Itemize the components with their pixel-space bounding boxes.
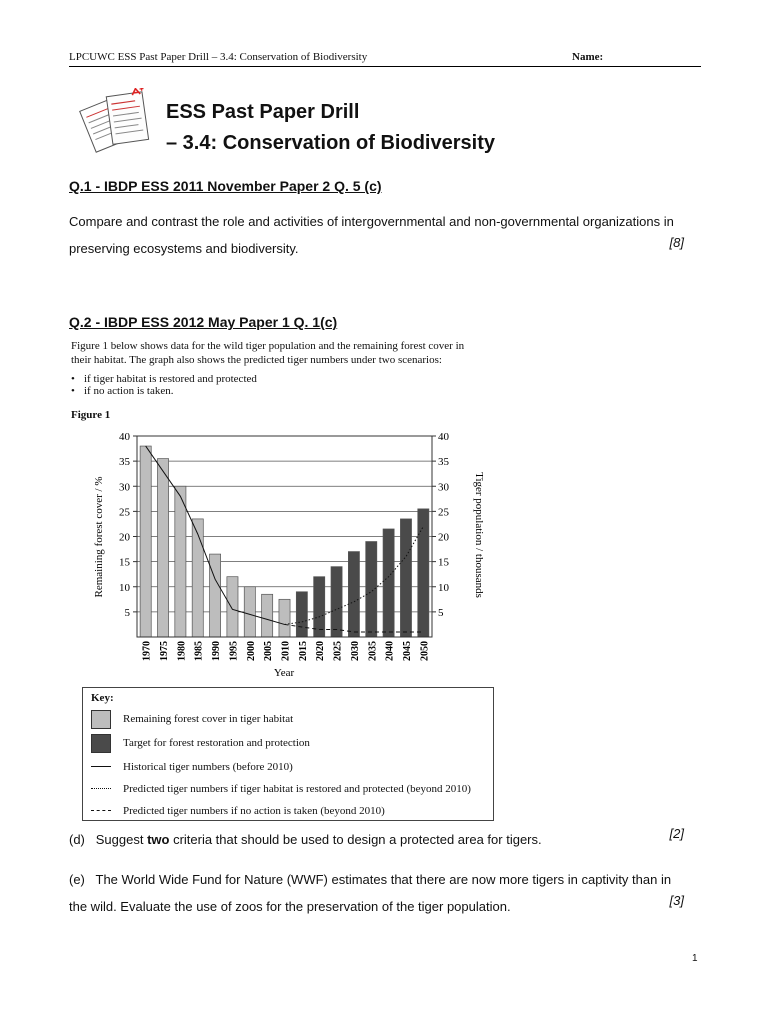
- question-d: [69, 826, 684, 853]
- x-tick-label: 2030: [349, 641, 361, 661]
- y-tick-label: 25: [119, 506, 130, 519]
- target-forest-bar: [366, 542, 377, 637]
- document-title-line2: – 3.4: Conservation of Biodiversity: [166, 132, 495, 154]
- scenario-2-text: if no action is taken.: [84, 385, 174, 397]
- document-title-line1: ESS Past Paper Drill: [166, 101, 360, 123]
- key-label: Predicted tiger numbers if tiger habitat is restored and protected (beyond 2010): [123, 783, 471, 795]
- chart-bars: [140, 446, 429, 637]
- forest-cover-bar: [227, 577, 238, 637]
- x-tick-label: 1975: [159, 641, 171, 661]
- figure-intro-line2: their habitat. The graph also shows the predicted tiger numbers under two scenarios:: [71, 354, 442, 366]
- x-tick-label: 2015: [297, 641, 309, 661]
- forest-cover-bar: [262, 594, 273, 637]
- x-tick-label: 2010: [280, 641, 292, 661]
- tiger-forest-chart: [0, 422, 768, 682]
- forest-cover-bar: [140, 446, 151, 637]
- y2-tick-label: 30: [438, 481, 449, 494]
- chart-key: [82, 687, 494, 821]
- y2-tick-label: 25: [438, 506, 449, 519]
- question-d-text-pre: Suggest: [95, 832, 148, 847]
- x-tick-label: 2040: [384, 641, 396, 661]
- name-label: Name:: [572, 51, 604, 63]
- forest-cover-bar: [244, 587, 255, 637]
- y-tick-label: 35: [119, 456, 130, 469]
- forest-cover-bar: [192, 519, 203, 637]
- target-forest-bar: [331, 567, 342, 637]
- x-tick-label: 2020: [315, 641, 327, 661]
- target-forest-bar: [383, 529, 394, 637]
- question-d-bold: two: [147, 832, 170, 847]
- dark-grey-swatch: [91, 734, 111, 753]
- q1-heading: [69, 178, 382, 194]
- q2-heading-text: Q.2 - IBDP ESS 2012 May Paper 1 Q. 1(c): [69, 314, 338, 330]
- y2-tick-label: 10: [438, 581, 449, 594]
- question-d-label: (d): [69, 832, 85, 847]
- exam-paper-icon: [78, 88, 162, 154]
- q1-heading-text: Q.1 - IBDP ESS 2011 November Paper 2 Q. 5 (c): [69, 178, 382, 194]
- x-tick-label: 2025: [332, 641, 344, 661]
- y2-tick-label: 40: [438, 431, 449, 443]
- q1-marks: [8]: [669, 235, 684, 250]
- q1-text: Compare and contrast the role and activities of intergovernmental and non-governmental organizations in preserving ecosystems and biodiversity.: [69, 214, 674, 256]
- header-rule: [69, 66, 701, 67]
- y-tick-label: 30: [119, 481, 130, 494]
- figure-label: Figure 1: [71, 409, 111, 421]
- scenario-1-text: if tiger habitat is restored and protected: [84, 373, 257, 385]
- x-tick-label: 2000: [245, 641, 257, 661]
- header-title: LPCUWC ESS Past Paper Drill – 3.4: Conservation of Biodiversity: [69, 51, 368, 63]
- y-tick-label: 20: [119, 531, 130, 544]
- x-tick-label: 1985: [193, 641, 205, 661]
- q2-heading: [69, 314, 337, 330]
- forest-cover-bar: [157, 459, 168, 637]
- scenario-bullet-2: [71, 385, 174, 397]
- x-tick-label: 2005: [263, 641, 275, 661]
- y2-tick-label: 20: [438, 531, 449, 544]
- y2-axis-label: Tiger population / thousands: [473, 472, 485, 598]
- question-e-marks: [3]: [669, 893, 684, 908]
- question-d-text-post: criteria that should be used to design a protected area for tigers.: [169, 832, 542, 847]
- y-tick-label: 10: [119, 581, 130, 594]
- key-label: Historical tiger numbers (before 2010): [123, 761, 293, 773]
- y-axis-label: Remaining forest cover / %: [93, 476, 105, 598]
- page-header: [69, 51, 701, 67]
- x-tick-label: 1970: [141, 641, 153, 661]
- light-grey-swatch: [91, 710, 111, 729]
- solid-line-sample: [91, 766, 111, 767]
- scenario-bullet-1: [71, 373, 257, 385]
- bullet-dot: •: [71, 385, 75, 397]
- forest-cover-bar: [279, 599, 290, 637]
- y-tick-label: 40: [119, 431, 130, 443]
- y2-tick-label: 5: [438, 606, 444, 619]
- target-forest-bar: [296, 592, 307, 637]
- x-tick-label: 1995: [228, 641, 240, 661]
- question-e-label: (e): [69, 872, 85, 887]
- x-tick-label: 2035: [367, 641, 379, 661]
- dashed-line-sample: [91, 810, 111, 811]
- x-axis-label: Year: [273, 667, 295, 679]
- figure-intro-line1: Figure 1 below shows data for the wild tiger population and the remaining forest cover in: [71, 340, 465, 352]
- dotted-line-sample: [91, 788, 111, 789]
- question-d-marks: [2]: [669, 826, 684, 841]
- bullet-dot: •: [71, 373, 75, 385]
- forest-cover-bar: [210, 554, 221, 637]
- y2-tick-label: 15: [438, 556, 449, 569]
- question-e: [69, 866, 689, 920]
- y2-tick-label: 35: [438, 456, 449, 469]
- y-tick-label: 5: [124, 606, 130, 619]
- x-tick-label: 1990: [211, 641, 223, 661]
- target-forest-bar: [400, 519, 411, 637]
- target-forest-bar: [314, 577, 325, 637]
- forest-cover-bar: [175, 486, 186, 637]
- target-forest-bar: [348, 552, 359, 637]
- x-tick-label: 1980: [176, 641, 188, 661]
- key-label: Remaining forest cover in tiger habitat: [123, 713, 294, 725]
- x-tick-label: 2045: [401, 641, 413, 661]
- question-e-text: The World Wide Fund for Nature (WWF) estimates that there are now more tigers in captivity than in the wild. Evaluate the use of zoos for the preservation of the tiger population.: [69, 872, 672, 914]
- target-forest-bar: [418, 509, 429, 637]
- key-title: Key:: [91, 692, 114, 704]
- y-tick-label: 15: [119, 556, 130, 569]
- page-number: 1: [692, 953, 698, 964]
- key-label: Predicted tiger numbers if no action is taken (beyond 2010): [123, 805, 385, 817]
- x-tick-label: 2050: [419, 641, 431, 661]
- key-label: Target for forest restoration and protection: [123, 737, 310, 749]
